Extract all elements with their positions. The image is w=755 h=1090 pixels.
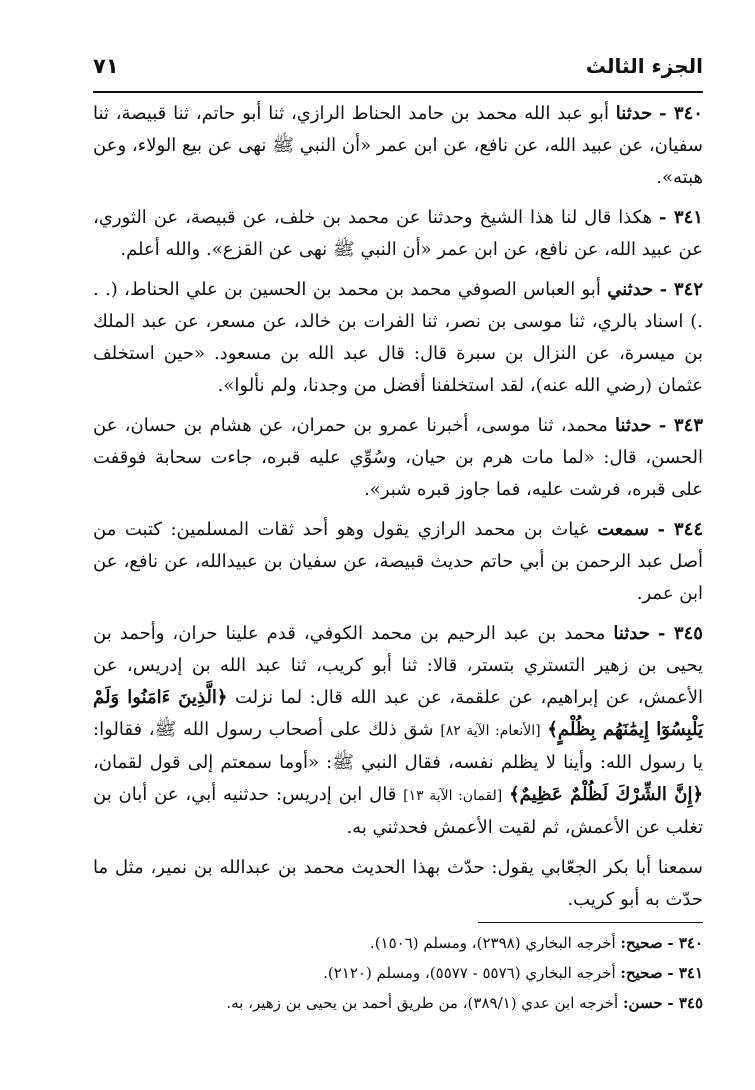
footnote-text: أخرجه البخاري (٥٥٧٦ - ٥٥٧٧)، ومسلم (٢١٢٠). (323, 964, 616, 982)
hadith-number: ٣٤٤ - (657, 519, 704, 540)
verse-reference: [الأنعام: الآية ٨٢] (440, 723, 541, 739)
footnote-number: ٣٤٥ - (667, 994, 703, 1012)
footnote-number: ٣٤١ - (667, 964, 703, 982)
hadith-342 (93, 274, 703, 402)
hadith-text: أبو عبد الله محمد بن حامد الحناط الرازي، ثنا أبو حاتم، ثنا قبيصة، ثنا سفيان، عن عبيد الله، عن نافع، عن ابن عمر «أن النبي ﷺ نهى عن بيع الولاء، وعن هبته». (93, 103, 703, 188)
hadith-number: ٣٤١ - (659, 207, 703, 228)
hadith-text: محمد، ثنا موسى، أخبرنا عمرو بن حمران، عن هشام بن حسان، عن الحسن، قال: «لما مات هرم بن حيان، وسُوِّي عليه قبره، جاءت سحابة فوقفت على قبره، فرشت عليه، فما جاوز قبره شبر». (93, 415, 703, 500)
hadith-lead-word: سمعت (597, 519, 649, 540)
footnote-text: أخرجه البخاري (٢٣٩٨)، ومسلم (١٥٠٦). (369, 934, 616, 952)
hadith-341 (93, 202, 703, 266)
hadith-lead-word: حدثنا (614, 415, 652, 436)
hadith-text: محمد بن عبد الرحيم بن محمد الكوفي، قدم علينا حران، وأحمد بن يحيى بن زهير التستري بتستر، قالا: ثنا أبو كريب، ثنا عبد الله بن إدريس، عن الأعمش، عن إبراهيم، عن علقمة، عن عبد الله قال: لما نزلت (93, 623, 703, 708)
hadith-text: أبو العباس الصوفي محمد بن محمد بن الحسين بن علي الحناط، (. . .) اسناد بالري، ثنا موسى بن نصر، ثنا الفرات بن خالد، عن مسعر، عن عبد الملك بن ميسرة، عن النزال بن سبرة قال: قال عبد الله بن مسعود. «حين استخلف عثمان (رضي الله عنه)، لقد استخلفنا أفضل من وجدنا، ولم نألوا». (93, 279, 703, 396)
note-text: سمعنا أبا بكر الجعّابي يقول: حدّث بهذا الحديث محمد بن عبدالله بن نمير، مثل ما حدّث به أبو كريب. (93, 857, 703, 910)
page-header (93, 48, 703, 92)
hadith-text: شق ذلك على أصحاب رسول الله ﷺ، فقالوا: يا رسول الله: وأينا لا يظلم نفسه، فقال النبي ﷺ: «أوما سمعتم إلى قول لقمان، (93, 719, 703, 773)
hadith-text: هكذا قال لنا هذا الشيخ وحدثنا عن محمد بن خلف، عن قبيصة، عن الثوري، عن عبيد الله، عن نافع، عن ابن عمر «أن النبي ﷺ نهى عن القزع». والله أعلم. (93, 207, 703, 260)
hadith-343 (93, 410, 703, 506)
hadith-lead-word: حدثنا (615, 103, 653, 124)
header-divider (93, 91, 703, 93)
quran-verse: ﴿إِنَّ الشِّرْكَ لَظُلْمٌ عَظِيمٌ﴾ (509, 784, 704, 805)
page-number: ٧١ (93, 54, 119, 78)
hadith-number: ٣٤٢ - (659, 279, 703, 300)
footnote-grade: صحيح: (620, 964, 663, 982)
narrator-note (93, 852, 703, 916)
footnote-341 (93, 958, 703, 988)
hadith-text: قال ابن إدريس: حدثنيه أبي، عن أبان بن تغلب عن الأعمش، ثم لقيت الأعمش فحدثني به. (93, 784, 703, 838)
footnote-divider (478, 922, 703, 923)
hadith-number: ٣٤٣ - (658, 415, 704, 436)
hadith-344 (93, 514, 703, 610)
main-text (93, 98, 703, 924)
running-title: الجزء الثالث (585, 54, 703, 78)
hadith-number: ٣٤٥ - (657, 623, 703, 644)
verse-reference: [لقمان: الآية ١٣] (403, 788, 503, 804)
footnote-number: ٣٤٠ - (667, 934, 703, 952)
footnote-grade: صحيح: (620, 934, 663, 952)
footnote-345 (93, 988, 703, 1018)
hadith-number: ٣٤٠ - (659, 103, 703, 124)
footnote-340 (93, 928, 703, 958)
footnote-text: أخرجه ابن عدي (٣٨٩/١)، من طريق أحمد بن يحيى بن زهير، به. (226, 994, 619, 1012)
footnote-grade: حسن: (622, 994, 663, 1012)
hadith-340 (93, 98, 703, 194)
hadith-text: غياث بن محمد الرازي يقول وهو أحد ثقات المسلمين: كتبت من أصل عبد الرحمن بن أبي حاتم حديث قبيصة، عن سفيان بن عبيدالله، عن نافع، عن ابن عمر. (93, 519, 703, 604)
footnotes (93, 928, 703, 1018)
hadith-lead-word: حدثني (607, 279, 654, 300)
quran-verse: ﴿الَّذِينَ ءَامَنُوا وَلَمْ يَلْبِسُوٓا إِيمَٰنَهُم بِظُلْمٍ﴾ (93, 687, 703, 740)
hadith-lead-word: حدثنا (613, 623, 650, 644)
hadith-345 (93, 618, 703, 844)
